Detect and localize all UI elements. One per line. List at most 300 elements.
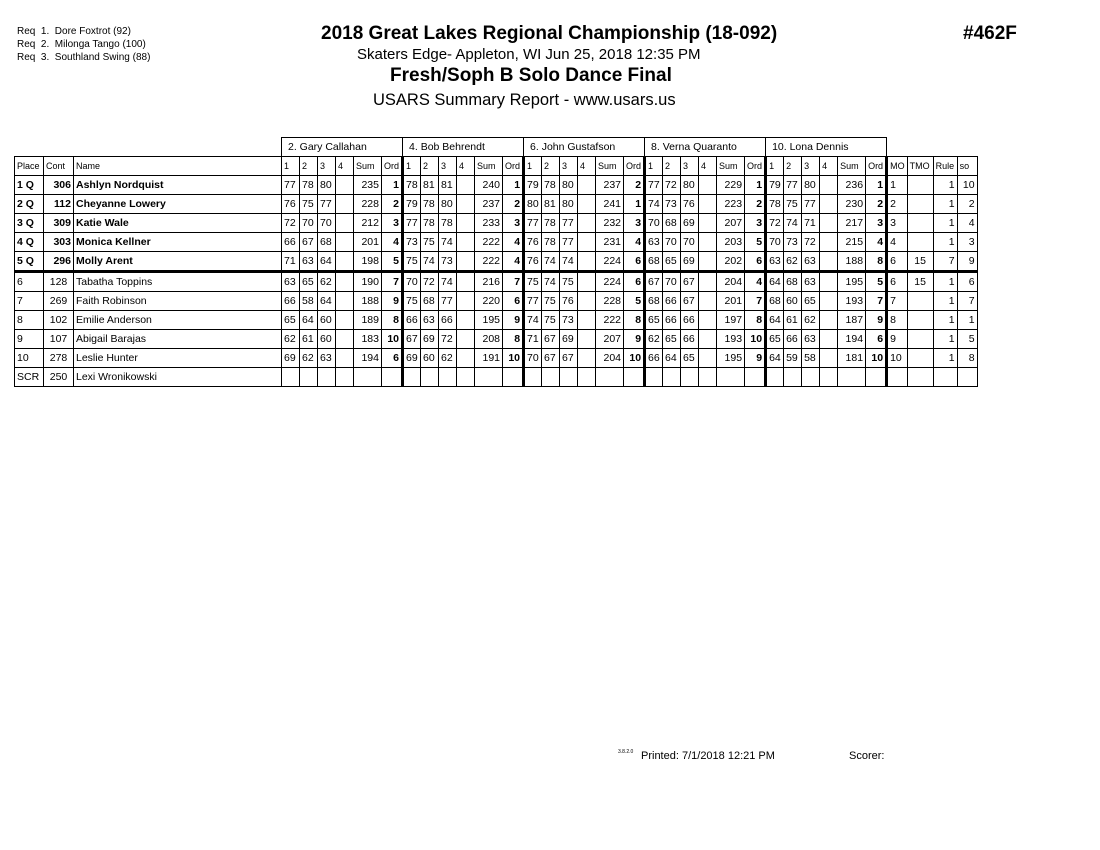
score-mark: 71 (802, 214, 820, 233)
score-mark (421, 368, 439, 387)
col-score-3-5: Sum (596, 157, 624, 176)
score-mark: 67 (645, 272, 663, 292)
col-score-3-2: 2 (542, 157, 560, 176)
tmo-cell (907, 311, 933, 330)
score-mark: 78 (766, 195, 784, 214)
score-sum: 183 (354, 330, 382, 349)
score-mark: 77 (403, 214, 421, 233)
score-ordinal: 6 (382, 349, 403, 368)
score-mark (578, 214, 596, 233)
score-mark: 76 (282, 195, 300, 214)
score-sum: 204 (596, 349, 624, 368)
score-mark: 68 (784, 272, 802, 292)
score-mark: 72 (766, 214, 784, 233)
score-mark: 77 (560, 233, 578, 252)
score-mark (578, 252, 596, 272)
score-sum: 194 (838, 330, 866, 349)
score-mark: 64 (663, 349, 681, 368)
score-sum: 232 (596, 214, 624, 233)
score-sum: 188 (838, 252, 866, 272)
score-sum: 193 (838, 292, 866, 311)
score-ordinal: 10 (866, 349, 887, 368)
score-ordinal: 3 (382, 214, 403, 233)
col-score-2-1: 1 (403, 157, 421, 176)
score-mark: 79 (403, 195, 421, 214)
score-ordinal: 1 (624, 195, 645, 214)
score-mark: 73 (403, 233, 421, 252)
score-ordinal: 7 (866, 292, 887, 311)
score-mark (336, 368, 354, 387)
mo-cell: 8 (887, 311, 908, 330)
score-mark (578, 311, 596, 330)
score-sum: 198 (354, 252, 382, 272)
score-mark: 64 (766, 272, 784, 292)
score-mark (820, 176, 838, 195)
col-score-5-6: Ord (866, 157, 887, 176)
score-ordinal: 4 (866, 233, 887, 252)
score-mark (578, 272, 596, 292)
score-mark (560, 368, 578, 387)
score-mark: 63 (766, 252, 784, 272)
score-mark: 75 (784, 195, 802, 214)
score-mark: 58 (300, 292, 318, 311)
score-sum: 228 (596, 292, 624, 311)
so-cell (957, 368, 977, 387)
score-mark: 70 (300, 214, 318, 233)
score-mark (524, 368, 542, 387)
score-mark: 76 (524, 252, 542, 272)
score-mark (336, 176, 354, 195)
score-mark: 77 (439, 292, 457, 311)
col-score-4-2: 2 (663, 157, 681, 176)
score-mark: 65 (645, 311, 663, 330)
score-mark: 66 (663, 292, 681, 311)
score-mark (300, 368, 318, 387)
so-cell: 1 (957, 311, 977, 330)
rule-cell: 1 (933, 214, 957, 233)
scorer-label: Scorer: (849, 750, 885, 762)
score-ordinal (624, 368, 645, 387)
score-mark (336, 311, 354, 330)
score-mark: 65 (282, 311, 300, 330)
col-score-2-5: Sum (475, 157, 503, 176)
score-mark: 78 (403, 176, 421, 195)
col-score-3-3: 3 (560, 157, 578, 176)
score-mark (820, 233, 838, 252)
score-mark: 72 (421, 272, 439, 292)
mo-cell: 9 (887, 330, 908, 349)
score-mark: 72 (439, 330, 457, 349)
score-mark (336, 195, 354, 214)
score-mark: 65 (300, 272, 318, 292)
summary-table (14, 137, 978, 387)
score-mark (457, 292, 475, 311)
score-ordinal: 2 (503, 195, 524, 214)
score-mark: 74 (542, 252, 560, 272)
tmo-cell (907, 368, 933, 387)
col-score-2-4: 4 (457, 157, 475, 176)
col-score-1-5: Sum (354, 157, 382, 176)
score-mark (336, 252, 354, 272)
score-mark (784, 368, 802, 387)
blank-cell (887, 138, 978, 157)
score-ordinal: 4 (503, 233, 524, 252)
col-score-2-6: Ord (503, 157, 524, 176)
score-mark: 81 (542, 195, 560, 214)
score-ordinal: 9 (503, 311, 524, 330)
requirement-3: Req 3. Southland Swing (88) (17, 52, 151, 63)
score-sum: 231 (596, 233, 624, 252)
score-mark (820, 368, 838, 387)
skater-name: Ashlyn Nordquist (74, 176, 282, 195)
score-mark (699, 349, 717, 368)
score-ordinal: 10 (503, 349, 524, 368)
col-score-4-6: Ord (745, 157, 766, 176)
col-score-4-5: Sum (717, 157, 745, 176)
tmo-cell (907, 233, 933, 252)
contestant-number: 112 (44, 195, 74, 214)
rule-cell: 1 (933, 330, 957, 349)
score-mark: 73 (663, 195, 681, 214)
score-mark: 66 (681, 311, 699, 330)
score-sum: 217 (838, 214, 866, 233)
score-mark (457, 176, 475, 195)
place-cell: SCR (15, 368, 44, 387)
score-mark: 70 (663, 272, 681, 292)
score-mark: 62 (282, 330, 300, 349)
score-mark (578, 176, 596, 195)
score-mark: 63 (645, 233, 663, 252)
score-mark (699, 272, 717, 292)
score-mark (699, 368, 717, 387)
score-sum: 223 (717, 195, 745, 214)
mo-cell: 6 (887, 272, 908, 292)
score-mark: 66 (282, 233, 300, 252)
score-sum: 237 (475, 195, 503, 214)
location-date: Skaters Edge- Appleton, WI Jun 25, 2018 12:35 PM (357, 46, 701, 63)
place-cell: 9 (15, 330, 44, 349)
score-mark: 69 (681, 214, 699, 233)
rule-cell (933, 368, 957, 387)
score-mark: 64 (318, 252, 336, 272)
score-ordinal: 9 (624, 330, 645, 349)
score-mark: 76 (560, 292, 578, 311)
score-ordinal (745, 368, 766, 387)
score-mark (578, 368, 596, 387)
score-sum: 201 (354, 233, 382, 252)
col-score-5-1: 1 (766, 157, 784, 176)
score-mark: 78 (542, 176, 560, 195)
judge-name-1: 2. Gary Callahan (282, 138, 403, 157)
score-mark (681, 368, 699, 387)
tmo-cell (907, 214, 933, 233)
score-mark: 70 (766, 233, 784, 252)
score-sum: 216 (475, 272, 503, 292)
score-mark: 74 (439, 272, 457, 292)
contestant-number: 128 (44, 272, 74, 292)
score-mark (820, 272, 838, 292)
score-mark (820, 195, 838, 214)
score-ordinal: 2 (866, 195, 887, 214)
score-mark: 71 (524, 330, 542, 349)
score-mark: 69 (681, 252, 699, 272)
tmo-cell (907, 176, 933, 195)
score-ordinal: 6 (866, 330, 887, 349)
score-sum: 187 (838, 311, 866, 330)
score-sum: 215 (838, 233, 866, 252)
column-header-row (15, 157, 978, 176)
score-mark: 77 (560, 214, 578, 233)
score-sum: 195 (838, 272, 866, 292)
score-ordinal: 4 (745, 272, 766, 292)
score-mark: 62 (784, 252, 802, 272)
mo-cell: 1 (887, 176, 908, 195)
score-mark (457, 368, 475, 387)
skater-name: Emilie Anderson (74, 311, 282, 330)
score-mark: 74 (784, 214, 802, 233)
score-mark: 77 (645, 176, 663, 195)
score-sum: 222 (475, 252, 503, 272)
contestant-number: 309 (44, 214, 74, 233)
score-sum: 237 (596, 176, 624, 195)
score-mark: 63 (802, 330, 820, 349)
score-mark (457, 272, 475, 292)
score-ordinal: 3 (624, 214, 645, 233)
score-mark: 77 (802, 195, 820, 214)
score-mark: 60 (318, 311, 336, 330)
table-row (15, 349, 978, 368)
score-mark: 62 (318, 272, 336, 292)
score-mark: 62 (300, 349, 318, 368)
score-sum: 195 (475, 311, 503, 330)
place-cell: 8 (15, 311, 44, 330)
score-mark (699, 292, 717, 311)
score-mark: 66 (663, 311, 681, 330)
score-mark: 78 (439, 214, 457, 233)
table-row (15, 272, 978, 292)
score-mark: 81 (439, 176, 457, 195)
score-mark (457, 195, 475, 214)
col-score-4-3: 3 (681, 157, 699, 176)
score-ordinal: 5 (624, 292, 645, 311)
score-ordinal: 1 (745, 176, 766, 195)
col-so: so (957, 157, 977, 176)
score-ordinal: 6 (624, 272, 645, 292)
score-ordinal: 3 (503, 214, 524, 233)
col-score-3-6: Ord (624, 157, 645, 176)
score-ordinal: 10 (382, 330, 403, 349)
score-mark: 81 (421, 176, 439, 195)
score-mark (457, 349, 475, 368)
contestant-number: 269 (44, 292, 74, 311)
score-mark: 77 (784, 176, 802, 195)
score-mark: 66 (439, 311, 457, 330)
score-mark: 70 (403, 272, 421, 292)
score-mark (578, 195, 596, 214)
so-cell: 5 (957, 330, 977, 349)
score-mark: 62 (645, 330, 663, 349)
score-mark: 65 (802, 292, 820, 311)
score-sum (838, 368, 866, 387)
score-mark: 80 (681, 176, 699, 195)
place-cell: 7 (15, 292, 44, 311)
score-mark: 77 (524, 214, 542, 233)
score-mark: 76 (681, 195, 699, 214)
score-mark: 72 (282, 214, 300, 233)
mo-cell: 6 (887, 252, 908, 272)
judge-name-2: 4. Bob Behrendt (403, 138, 524, 157)
competition-title: 2018 Great Lakes Regional Championship (18-092) (321, 23, 778, 44)
report-name: USARS Summary Report - www.usars.us (373, 91, 676, 109)
score-mark (820, 252, 838, 272)
blank-cell (15, 138, 282, 157)
col-place: Place (15, 157, 44, 176)
score-mark: 75 (542, 311, 560, 330)
score-ordinal: 2 (624, 176, 645, 195)
rule-cell: 1 (933, 311, 957, 330)
event-id: #462F (963, 23, 1017, 44)
score-mark: 61 (784, 311, 802, 330)
score-mark: 78 (421, 214, 439, 233)
so-cell: 8 (957, 349, 977, 368)
score-mark: 74 (439, 233, 457, 252)
judge-name-4: 8. Verna Quaranto (645, 138, 766, 157)
score-mark: 63 (300, 252, 318, 272)
tmo-cell (907, 330, 933, 349)
score-ordinal: 4 (382, 233, 403, 252)
score-mark (403, 368, 421, 387)
score-ordinal: 8 (745, 311, 766, 330)
mo-cell: 4 (887, 233, 908, 252)
col-score-1-3: 3 (318, 157, 336, 176)
score-mark (336, 272, 354, 292)
score-mark (578, 233, 596, 252)
score-mark: 69 (403, 349, 421, 368)
skater-name: Leslie Hunter (74, 349, 282, 368)
score-sum: 202 (717, 252, 745, 272)
col-name: Name (74, 157, 282, 176)
tmo-cell (907, 195, 933, 214)
score-mark: 66 (645, 349, 663, 368)
place-cell: 10 (15, 349, 44, 368)
skater-name: Lexi Wronikowski (74, 368, 282, 387)
score-mark: 74 (560, 252, 578, 272)
score-sum (475, 368, 503, 387)
score-ordinal (382, 368, 403, 387)
score-mark: 67 (403, 330, 421, 349)
tmo-cell: 15 (907, 252, 933, 272)
score-mark (318, 368, 336, 387)
score-sum: 188 (354, 292, 382, 311)
col-score-2-3: 3 (439, 157, 457, 176)
score-ordinal: 7 (503, 272, 524, 292)
rule-cell: 1 (933, 233, 957, 252)
rule-cell: 7 (933, 252, 957, 272)
skater-name: Cheyanne Lowery (74, 195, 282, 214)
score-ordinal: 4 (624, 233, 645, 252)
score-sum: 181 (838, 349, 866, 368)
col-rule: Rule (933, 157, 957, 176)
table-row (15, 176, 978, 195)
score-mark: 63 (802, 252, 820, 272)
score-mark: 60 (784, 292, 802, 311)
so-cell: 6 (957, 272, 977, 292)
skater-name: Tabatha Toppins (74, 272, 282, 292)
score-ordinal: 6 (503, 292, 524, 311)
score-ordinal: 8 (382, 311, 403, 330)
score-mark: 65 (766, 330, 784, 349)
tmo-cell (907, 349, 933, 368)
score-ordinal: 2 (745, 195, 766, 214)
score-mark (699, 176, 717, 195)
score-mark: 67 (542, 349, 560, 368)
score-mark: 63 (318, 349, 336, 368)
score-sum: 229 (717, 176, 745, 195)
table-row (15, 252, 978, 272)
mo-cell (887, 368, 908, 387)
score-ordinal: 6 (624, 252, 645, 272)
score-sum: 224 (596, 252, 624, 272)
score-mark: 64 (300, 311, 318, 330)
contestant-number: 296 (44, 252, 74, 272)
score-mark (336, 349, 354, 368)
rule-cell: 1 (933, 195, 957, 214)
place-cell: 1 Q (15, 176, 44, 195)
score-mark: 69 (282, 349, 300, 368)
score-sum: 240 (475, 176, 503, 195)
contestant-number: 306 (44, 176, 74, 195)
place-cell: 4 Q (15, 233, 44, 252)
score-mark (457, 311, 475, 330)
score-sum: 190 (354, 272, 382, 292)
score-mark: 69 (421, 330, 439, 349)
table-row (15, 330, 978, 349)
score-mark: 64 (766, 311, 784, 330)
score-mark: 73 (784, 233, 802, 252)
score-sum: 212 (354, 214, 382, 233)
score-mark: 70 (663, 233, 681, 252)
score-sum: 194 (354, 349, 382, 368)
score-mark: 75 (524, 272, 542, 292)
score-mark (457, 214, 475, 233)
contestant-number: 102 (44, 311, 74, 330)
event-name: Fresh/Soph B Solo Dance Final (390, 65, 672, 86)
so-cell: 3 (957, 233, 977, 252)
score-ordinal: 8 (866, 252, 887, 272)
table-row (15, 214, 978, 233)
score-mark: 75 (403, 292, 421, 311)
score-mark (766, 368, 784, 387)
col-score-1-2: 2 (300, 157, 318, 176)
score-mark: 68 (663, 214, 681, 233)
score-ordinal: 1 (382, 176, 403, 195)
score-mark (336, 233, 354, 252)
score-sum: 230 (838, 195, 866, 214)
score-ordinal: 5 (745, 233, 766, 252)
score-sum: 224 (596, 272, 624, 292)
score-mark: 60 (318, 330, 336, 349)
score-sum: 222 (596, 311, 624, 330)
score-mark (578, 330, 596, 349)
judge-name-3: 6. John Gustafson (524, 138, 645, 157)
col-score-2-2: 2 (421, 157, 439, 176)
score-mark (542, 368, 560, 387)
score-mark: 80 (524, 195, 542, 214)
col-score-5-4: 4 (820, 157, 838, 176)
col-score-4-4: 4 (699, 157, 717, 176)
score-mark: 67 (560, 349, 578, 368)
score-mark: 66 (403, 311, 421, 330)
